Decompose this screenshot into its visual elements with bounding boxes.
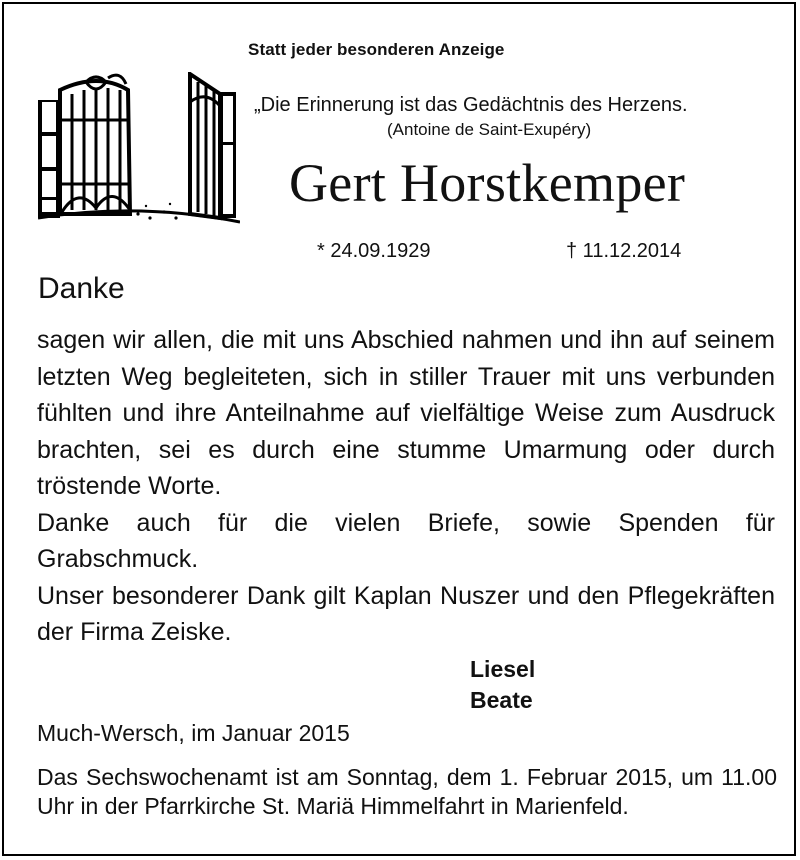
- body-paragraph: sagen wir allen, die mit uns Abschied nahmen und ihn auf seinem letzten Weg begleiteten, sich in stiller Trauer mit uns verbunden fühlten und ihre Anteilnahme auf vielfältige Weise zum Ausdruck brachten, sei es durch eine stumme Umarmung oder durch tröstende Worte.: [37, 326, 775, 500]
- quote-text: „Die Erinnerung ist das Gedächtnis des Herzens.: [254, 94, 688, 116]
- signers: [470, 654, 535, 716]
- deceased-name: Gert Horstkemper: [289, 153, 686, 213]
- birth-date: * 24.09.1929: [317, 240, 431, 262]
- greeting: Danke: [38, 272, 125, 305]
- quote-author: (Antoine de Saint-Exupéry): [387, 120, 592, 139]
- body-text: [37, 322, 775, 651]
- body-paragraph: Danke auch für die vielen Briefe, sowie Spenden für Grabschmuck.: [37, 508, 775, 573]
- memorial-notice: Das Sechswochenamt ist am Sonntag, dem 1. Februar 2015, um 11.00 Uhr in der Pfarrkirche St. Mariä Himmelfahrt in Marienfeld.: [37, 764, 777, 819]
- header-line: Statt jeder besonderen Anzeige: [248, 40, 505, 59]
- place-date: Much-Wersch, im Januar 2015: [37, 720, 350, 746]
- death-date: † 11.12.2014: [566, 240, 682, 262]
- gate-illustration: [38, 72, 240, 224]
- signer-name: Liesel: [470, 656, 536, 682]
- body-paragraph: Unser besonderer Dank gilt Kaplan Nuszer und den Pflegekräften der Firma Zeiske.: [37, 581, 775, 646]
- obituary-frame: [2, 2, 796, 856]
- signer-name: Beate: [470, 687, 533, 713]
